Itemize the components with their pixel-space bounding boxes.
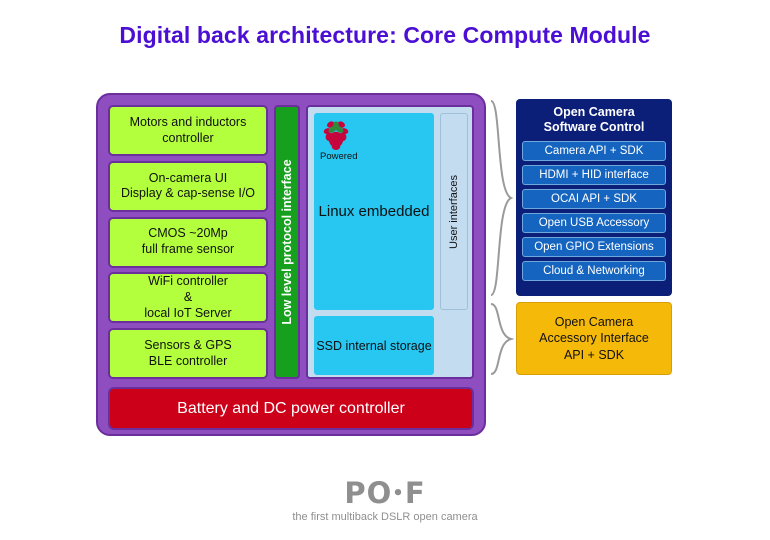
peripheral-label: Sensors & GPS BLE controller [144, 337, 232, 368]
peripheral-box-motors [108, 105, 268, 156]
battery-power-controller-box [108, 387, 474, 430]
accessory-panel-label: Open Camera Accessory Interface API + SDK [539, 315, 649, 362]
linux-embedded-label: Linux embedded [318, 203, 430, 220]
peripheral-box-sensors-gps [108, 328, 268, 379]
software-item-open-usb-accessory[interactable]: Open USB Accessory [522, 213, 666, 233]
software-item-cloud-networking[interactable]: Cloud & Networking [522, 261, 666, 281]
ssd-label: SSD internal storage [316, 338, 432, 353]
ponf-logo [0, 476, 770, 510]
open-camera-accessory-interface-panel [516, 302, 672, 375]
page-title: Digital back architecture: Core Compute Module [119, 22, 651, 48]
logo-right-text: F [404, 476, 426, 510]
peripheral-label: CMOS ~20Mp full frame sensor [141, 226, 235, 256]
software-item-ocai-api[interactable]: OCAI API + SDK [522, 189, 666, 209]
software-item-hdmi-hid[interactable]: HDMI + HID interface [522, 165, 666, 185]
peripheral-box-wifi-iot [108, 272, 268, 323]
brace-accessory [488, 302, 514, 376]
software-item-open-gpio-extensions[interactable]: Open GPIO Extensions [522, 237, 666, 257]
core-compute-module-container [96, 93, 486, 436]
footer-tagline: the first multiback DSLR open camera [292, 511, 478, 523]
peripheral-label: WiFi controller & local IoT Server [144, 274, 232, 320]
battery-label: Battery and DC power controller [177, 399, 405, 417]
peripheral-box-cmos-sensor [108, 217, 268, 268]
peripheral-box-oncamera-ui [108, 161, 268, 212]
compute-panel [306, 105, 474, 379]
logo-dot-icon: • [392, 483, 405, 504]
ssd-internal-storage-box [314, 316, 434, 375]
user-interfaces-strip [440, 113, 468, 310]
low-level-protocol-interface-strip [274, 105, 300, 379]
user-interfaces-label: User interfaces [448, 174, 460, 249]
peripheral-controllers-column [108, 105, 268, 379]
peripheral-label: Motors and inductors controller [129, 114, 247, 145]
peripheral-label: On-camera UI Display & cap-sense I/O [120, 170, 256, 201]
software-panel-title: Open Camera Software Control [543, 105, 645, 134]
logo-left-text: PO [344, 476, 393, 510]
protocol-strip-label: Low level protocol interface [280, 159, 294, 325]
powered-by-label: Powered [320, 151, 358, 162]
software-item-camera-api[interactable]: Camera API + SDK [522, 141, 666, 161]
brace-software [488, 99, 514, 297]
footer [0, 476, 770, 523]
linux-embedded-box [314, 113, 434, 310]
open-camera-software-control-panel [516, 99, 672, 296]
